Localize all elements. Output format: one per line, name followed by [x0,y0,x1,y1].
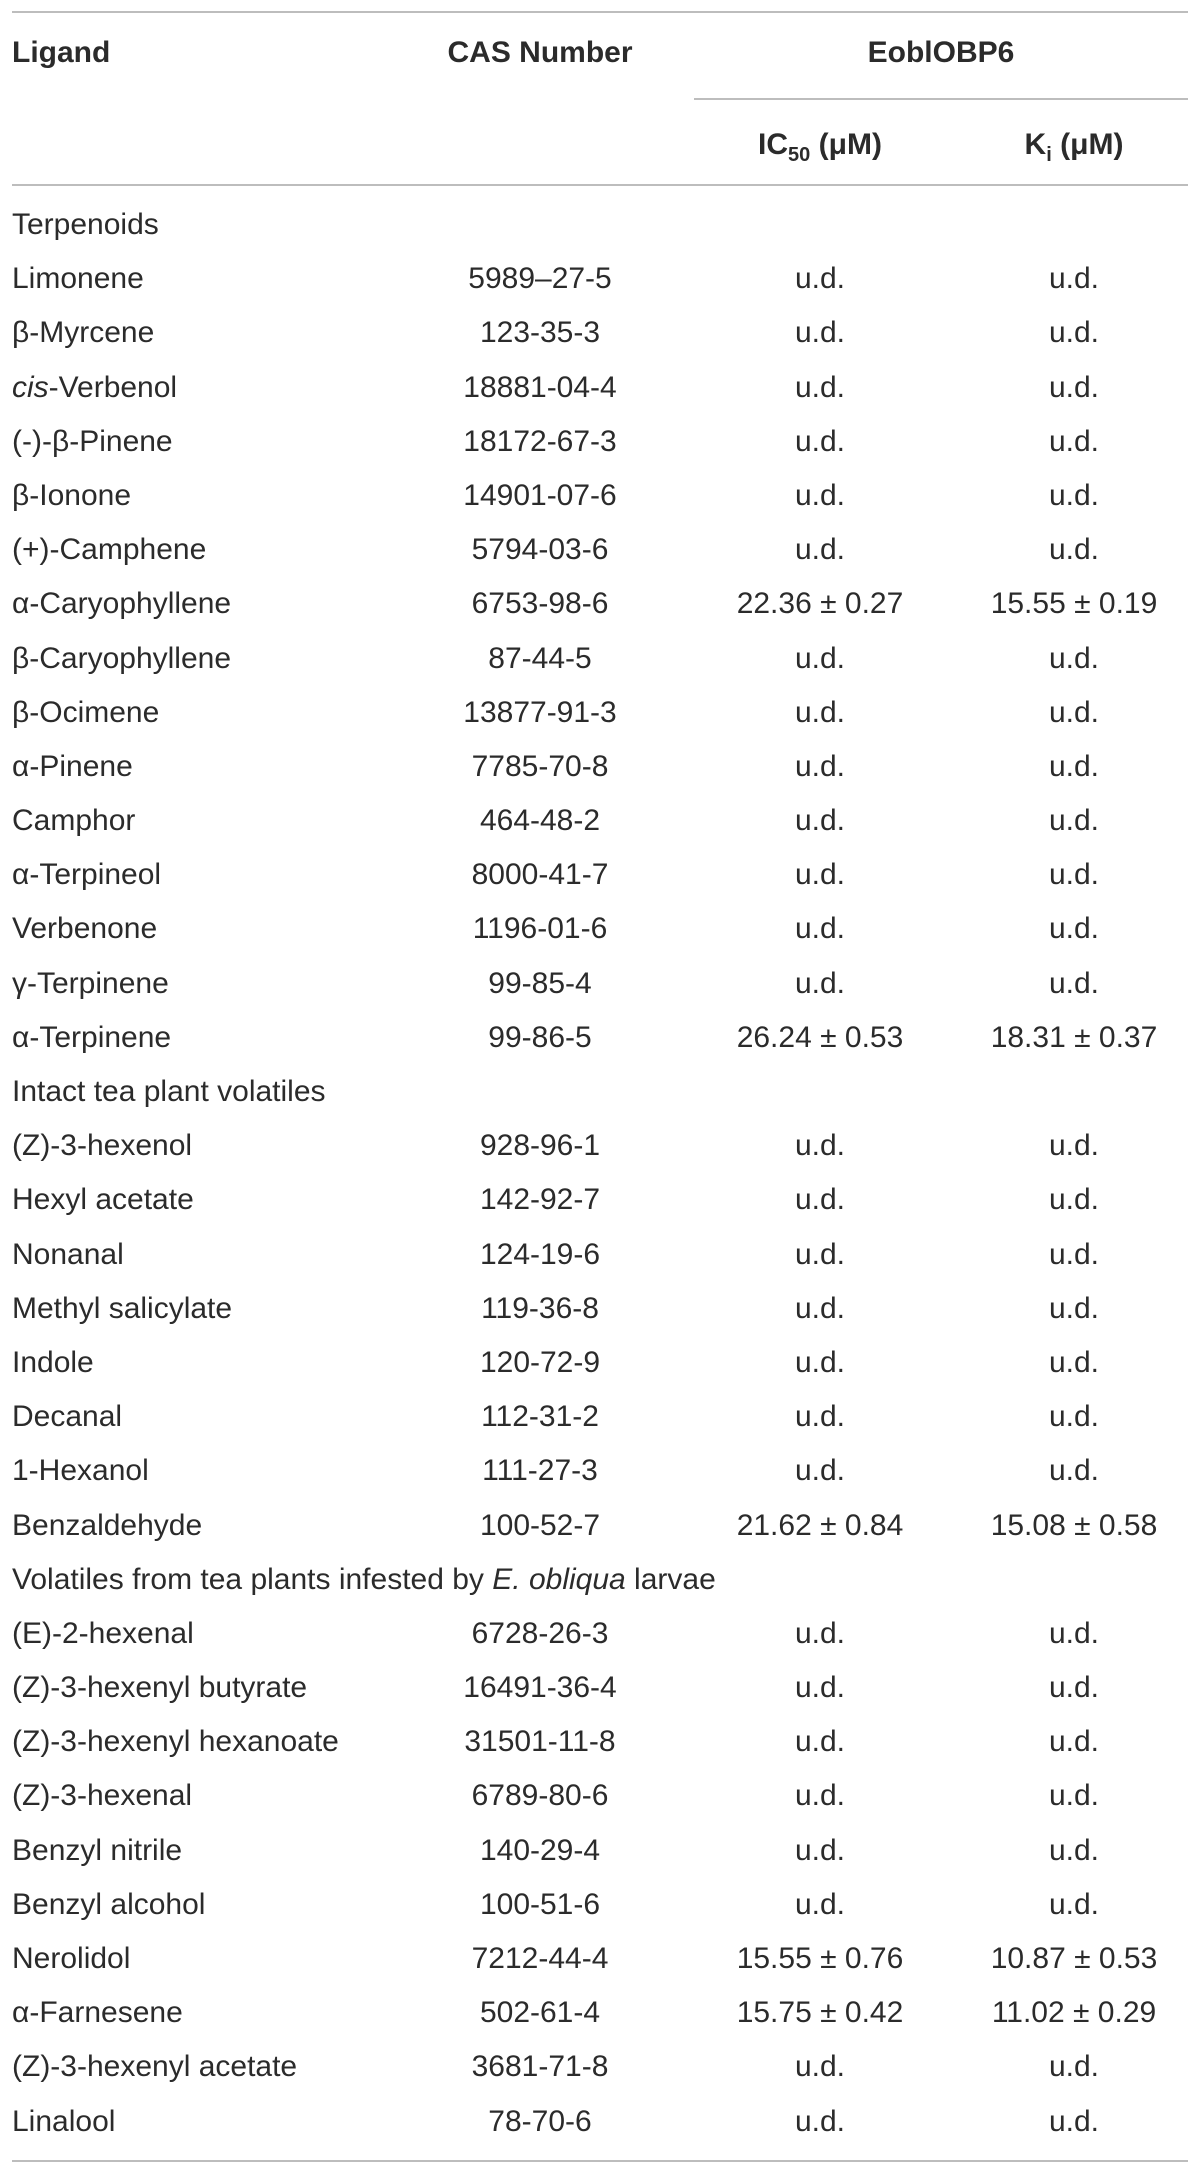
ligand-name: -Verbenol [48,370,178,404]
ic50-cell: u.d. [794,424,846,458]
ki-cell: u.d. [1048,370,1100,404]
cas-number-cell: 123-35-3 [479,316,601,350]
ic50-cell: u.d. [794,695,846,729]
ligand-cell [12,1444,149,1498]
group-header-rule [694,98,1188,100]
ki-cell: u.d. [1048,1129,1100,1163]
table-row [0,1932,1200,1986]
section-label [12,1553,716,1607]
ki-cell: u.d. [1048,1237,1100,1271]
ligand-cell [12,2095,115,2149]
header-ki-main: K [1024,128,1047,161]
ligand-name: Decanal [12,1400,123,1434]
ic50-cell: u.d. [794,2104,846,2138]
ki-cell: u.d. [1048,1671,1100,1705]
ic50-cell: u.d. [794,1345,846,1379]
cas-number-cell: 7785-70-8 [471,749,609,783]
ligand-name: Hexyl acetate [12,1183,194,1217]
table-bottom-rule [12,2160,1188,2162]
section-row [0,198,1200,252]
cas-number-cell: 502-61-4 [479,1996,601,2030]
ki-cell: 15.55 ± 0.19 [990,587,1158,621]
ligand-cell [12,1390,122,1444]
cas-number-cell: 6789-80-6 [471,1779,609,1813]
cas-number-cell: 140-29-4 [479,1833,601,1867]
cas-number-cell: 120-72-9 [479,1345,601,1379]
ligand-name: Benzaldehyde [12,1508,203,1542]
header-ki-sub: i [1046,144,1052,166]
table-row [0,1661,1200,1715]
ic50-cell: u.d. [794,1671,846,1705]
ligand-name: β-Caryophyllene [12,641,232,675]
table-row [0,1390,1200,1444]
ki-cell: u.d. [1048,1400,1100,1434]
header-eoblobp6: EoblOBP6 [867,36,1015,69]
ki-cell: u.d. [1048,804,1100,838]
ic50-cell: u.d. [794,262,846,296]
ki-cell: u.d. [1048,1779,1100,1813]
ligand-cell [12,1336,94,1390]
ic50-cell: u.d. [794,912,846,946]
cas-number-cell: 8000-41-7 [471,858,609,892]
ligand-cell [12,1173,194,1227]
ki-cell: u.d. [1048,424,1100,458]
ic50-cell: u.d. [794,1833,846,1867]
ligand-cell [12,740,133,794]
table-row [0,1878,1200,1932]
ki-cell: u.d. [1048,316,1100,350]
ic50-cell: u.d. [794,1129,846,1163]
ligand-name: (Z)-3-hexenol [12,1129,193,1163]
cas-number-cell: 18881-04-4 [463,370,617,404]
ligand-italic-prefix: cis [12,370,49,404]
header-ic50-main: IC [758,128,789,161]
ligand-name: β-Myrcene [12,316,155,350]
ic50-cell: u.d. [794,316,846,350]
table-row [0,1282,1200,1336]
ligand-cell [12,361,177,415]
ki-cell: u.d. [1048,533,1100,567]
table-row [0,794,1200,848]
ic50-cell: u.d. [794,1454,846,1488]
ki-cell: u.d. [1048,1616,1100,1650]
header-ki-unit: (μM) [1051,128,1124,161]
ligand-name: (Z)-3-hexenyl acetate [12,2050,298,2084]
ligand-name: α-Terpinene [12,1020,172,1054]
ki-cell: 18.31 ± 0.37 [990,1020,1158,1054]
ki-cell: u.d. [1048,2050,1100,2084]
ligand-name: Nerolidol [12,1942,131,1975]
ligand-cell [12,1661,307,1715]
ligand-name: β-Ionone [12,478,132,512]
section-label-text: Volatiles from tea plants infested by [12,1562,493,1596]
table-row [0,577,1200,631]
ligand-name: 1-Hexanol [12,1454,149,1488]
header-ic50-sub: 50 [788,144,811,166]
section-label [12,1065,326,1119]
ic50-cell: u.d. [794,1616,846,1650]
table-row [0,1715,1200,1769]
ligand-cell [12,902,157,956]
cas-number-cell: 99-85-4 [488,966,592,1000]
ligand-name: (E)-2-hexenal [12,1616,194,1650]
ki-cell: u.d. [1048,912,1100,946]
section-row [0,1065,1200,1119]
section-label-text: Intact tea plant volatiles [12,1075,326,1108]
ki-cell: u.d. [1048,1833,1100,1867]
table-row [0,902,1200,956]
ic50-cell: u.d. [794,1183,846,1217]
cas-number-cell: 119-36-8 [481,1291,599,1325]
cas-number-cell: 111-27-3 [482,1454,598,1488]
ligand-name: Camphor [12,804,136,838]
ligand-cell [12,415,173,469]
ligand-cell [12,577,231,631]
ligand-cell [12,1878,205,1932]
ki-cell: u.d. [1048,262,1100,296]
ligand-name: Linalool [12,2104,116,2138]
ic50-cell: 15.55 ± 0.76 [736,1942,904,1975]
table-row [0,306,1200,360]
table-body [0,198,1200,2149]
section-label-italic: E. obliqua [492,1562,626,1596]
ic50-cell: u.d. [794,1779,846,1813]
ligand-cell [12,1499,202,1553]
section-row [0,1553,1200,1607]
cas-number-cell: 31501-11-8 [464,1725,616,1759]
cas-number-cell: 16491-36-4 [463,1671,617,1705]
section-label-text: Terpenoids [12,208,159,241]
table-row [0,1444,1200,1498]
ki-cell: u.d. [1048,478,1100,512]
table-row [0,632,1200,686]
ligand-cell [12,1282,232,1336]
ligand-name: α-Pinene [12,749,133,783]
cas-number-cell: 6753-98-6 [471,587,609,621]
ligand-name: (+)-Camphene [12,533,207,567]
ligand-cell [12,1607,194,1661]
section-label-tail: larvae [625,1562,716,1596]
table-row [0,1499,1200,1553]
ligand-name: (Z)-3-hexenyl hexanoate [12,1725,339,1759]
ki-cell: u.d. [1048,2104,1100,2138]
ligand-cell [12,1715,339,1769]
cas-number-cell: 99-86-5 [488,1020,592,1054]
table-row [0,1769,1200,1823]
ic50-cell: u.d. [794,966,846,1000]
ic50-cell: 15.75 ± 0.42 [736,1996,904,2030]
cas-number-cell: 928-96-1 [479,1129,601,1163]
ki-cell: u.d. [1048,966,1100,1000]
ligand-name: Benzyl alcohol [12,1887,206,1921]
ligand-cell [12,1769,192,1823]
ligand-name: Limonene [12,262,144,296]
cas-number-cell: 13877-91-3 [463,695,617,729]
ki-cell: u.d. [1048,1183,1100,1217]
ligand-name: α-Terpineol [12,858,162,892]
ki-cell: u.d. [1048,1454,1100,1488]
header-ic50-unit: (μM) [810,128,882,161]
ligand-cell [12,1986,183,2040]
ic50-cell: 22.36 ± 0.27 [736,587,904,621]
ki-cell: u.d. [1048,695,1100,729]
ligand-cell [12,1932,130,1986]
ligand-cell [12,523,206,577]
ic50-cell: u.d. [794,1725,846,1759]
ic50-cell: u.d. [794,641,846,675]
ligand-cell [12,469,131,523]
cas-number-cell: 78-70-6 [488,2104,592,2138]
table-row [0,1336,1200,1390]
cas-number-cell: 5989–27-5 [468,262,612,296]
table-row [0,252,1200,306]
ligand-cell [12,1119,192,1173]
ligand-cell [12,1011,171,1065]
cas-number-cell: 124-19-6 [479,1237,601,1271]
ki-cell: u.d. [1048,1725,1100,1759]
cas-number-cell: 5794-03-6 [471,533,609,567]
table-row [0,523,1200,577]
ligand-name: γ-Terpinene [12,966,169,1000]
ligand-name: α-Caryophyllene [12,587,232,621]
ligand-name: Methyl salicylate [12,1291,233,1325]
section-label [12,198,159,252]
table-row [0,740,1200,794]
header-ic50 [700,128,940,167]
ligand-name: (Z)-3-hexenyl butyrate [12,1671,308,1705]
ki-cell: u.d. [1048,1887,1100,1921]
ic50-cell: u.d. [794,478,846,512]
ic50-cell: u.d. [794,1237,846,1271]
table-row [0,469,1200,523]
ic50-cell: u.d. [794,1291,846,1325]
ligand-cell [12,794,135,848]
ligand-name: (Z)-3-hexenal [12,1779,193,1813]
header-cas-number: CAS Number [447,36,633,69]
ki-cell: u.d. [1048,858,1100,892]
ligand-name: (-)-β-Pinene [12,424,173,458]
table-row [0,1607,1200,1661]
ic50-cell: u.d. [794,858,846,892]
ki-cell: 15.08 ± 0.58 [990,1508,1158,1542]
ki-cell: u.d. [1048,641,1100,675]
ligand-cell [12,1824,182,1878]
ki-cell: u.d. [1048,1291,1100,1325]
cas-number-cell: 112-31-2 [481,1400,599,1434]
cas-number-cell: 464-48-2 [479,804,601,838]
table-row [0,1824,1200,1878]
table-row [0,686,1200,740]
cas-number-cell: 100-52-7 [479,1508,601,1542]
ki-cell: 10.87 ± 0.53 [990,1942,1158,1975]
ligand-cell [12,848,161,902]
header-ki [960,128,1188,167]
cas-number-cell: 6728-26-3 [471,1616,609,1650]
table-row [0,1228,1200,1282]
table-row [0,1986,1200,2040]
table-row [0,2095,1200,2149]
cas-number-cell: 3681-71-8 [471,2050,609,2084]
table-row [0,1119,1200,1173]
ic50-cell: 26.24 ± 0.53 [736,1020,904,1054]
header-ligand: Ligand [12,36,111,69]
ic50-cell: u.d. [794,370,846,404]
table-row [0,361,1200,415]
table-row [0,1173,1200,1227]
ic50-cell: u.d. [794,804,846,838]
ic50-cell: u.d. [794,749,846,783]
ligand-cell [12,306,154,360]
ki-cell: u.d. [1048,1345,1100,1379]
cas-number-cell: 18172-67-3 [463,424,617,458]
table-row [0,2040,1200,2094]
ligand-cell [12,686,159,740]
ligand-name: Nonanal [12,1237,124,1271]
ki-cell: u.d. [1048,749,1100,783]
ligand-cell [12,632,231,686]
cas-number-cell: 7212-44-4 [471,1942,609,1975]
cas-number-cell: 142-92-7 [479,1183,601,1217]
table-row [0,848,1200,902]
ic50-cell: u.d. [794,2050,846,2084]
cas-number-cell: 1196-01-6 [472,912,608,946]
cas-number-cell: 14901-07-6 [463,478,617,512]
ligand-name: Benzyl nitrile [12,1833,183,1867]
table-row [0,957,1200,1011]
ki-cell: 11.02 ± 0.29 [991,1996,1157,2030]
cas-number-cell: 87-44-5 [488,641,592,675]
ic50-cell: 21.62 ± 0.84 [736,1508,904,1542]
ic50-cell: u.d. [794,1400,846,1434]
ligand-cell [12,1228,124,1282]
ligand-name: α-Farnesene [12,1996,183,2030]
ligand-name: Verbenone [12,912,158,946]
ligand-cell [12,957,169,1011]
ligand-name: β-Ocimene [12,695,160,729]
table-row [0,415,1200,469]
ic50-cell: u.d. [794,533,846,567]
ic50-cell: u.d. [794,1887,846,1921]
table-top-rule [12,11,1188,13]
table-row [0,1011,1200,1065]
header-bottom-rule [12,184,1188,186]
cas-number-cell: 100-51-6 [479,1887,601,1921]
ligand-cell [12,2040,297,2094]
ligand-name: Indole [12,1345,94,1379]
ligand-cell [12,252,144,306]
